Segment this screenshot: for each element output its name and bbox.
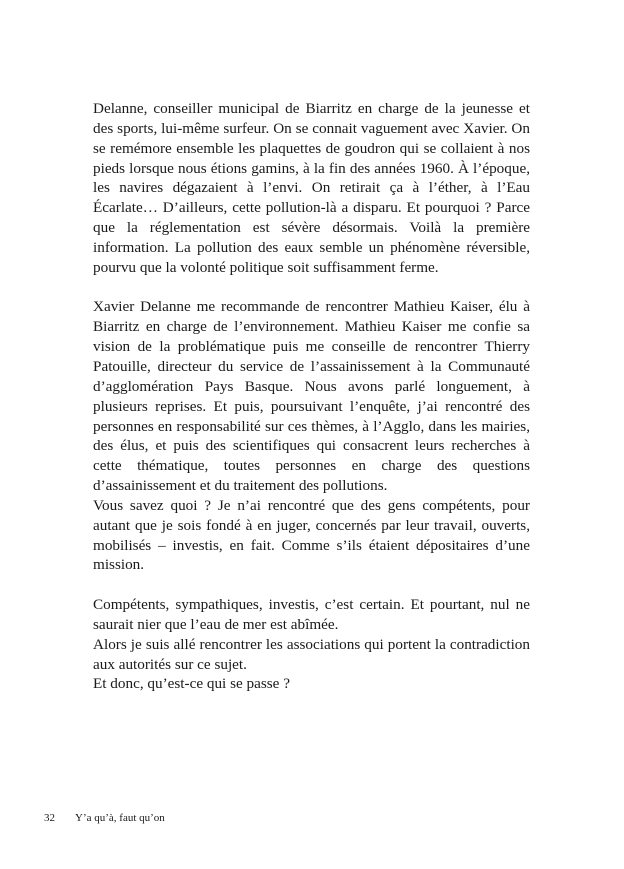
paragraph-vous-savez: Vous savez quoi ? Je n’ai rencontré que des gens compétents, pour autant que je sois fondé à en juger, concernés par leur travail, ouverts, mobilisés – investis, en fait. Comme s’ils étaient dépositaires d’une mission.	[93, 496, 530, 574]
page-number: 32	[44, 812, 55, 824]
paragraph-question: Et donc, qu’est-ce qui se passe ?	[93, 675, 290, 693]
paragraph-associations: Alors je suis allé rencontrer les associations qui portent la contradiction aux autorités sur ce sujet.	[93, 635, 530, 673]
paragraph-kaiser: Xavier Delanne me recommande de rencontrer Mathieu Kaiser, élu à Biarritz en charge de l’environnement. Mathieu Kaiser me confie sa vision de la problématique puis me conseille de rencontrer Thierry Patouille, directeur du service de l’assainissement à la Communauté d’agglomération Pays Basque. Nous avons parlé longuement, à plusieurs reprises. Et puis, poursuivant l’enquête, j’ai rencontré des personnes en responsabilité sur ces thèmes, à l’Agglo, dans les mairies, des élus, et puis des scientifiques qui consacrent leurs recherches à cette thématique, toutes personnes en charge des questions d’assainissement et du traitement des pollutions.	[93, 298, 530, 495]
page-footer	[44, 811, 165, 825]
paragraph-delanne: Delanne, conseiller municipal de Biarritz en charge de la jeunesse et des sports, lui-même surfeur. On se connait vaguement avec Xavier. On se remémore ensemble les plaquettes de goudron qui se collaient à nos pieds lorsque nous étions gamins, à la fin des années 1960. À l’époque, les navires dégazaient à l’envi. On retirait ça à l’éther, à l’Eau Écarlate… D’ailleurs, cette pollution-là a disparu. Et pourquoi ? Parce que la réglementation est sévère désormais. Voilà la première information. La pollution des eaux semble un phénomène réversible, pourvu que la volonté politique soit suffisamment ferme.	[93, 100, 530, 276]
body-text	[93, 99, 530, 694]
running-title: Y’a qu’à, faut qu’on	[75, 812, 165, 824]
paragraph-competents: Compétents, sympathiques, investis, c’est certain. Et pourtant, nul ne saurait nier que l’eau de mer est abîmée.	[93, 596, 530, 633]
